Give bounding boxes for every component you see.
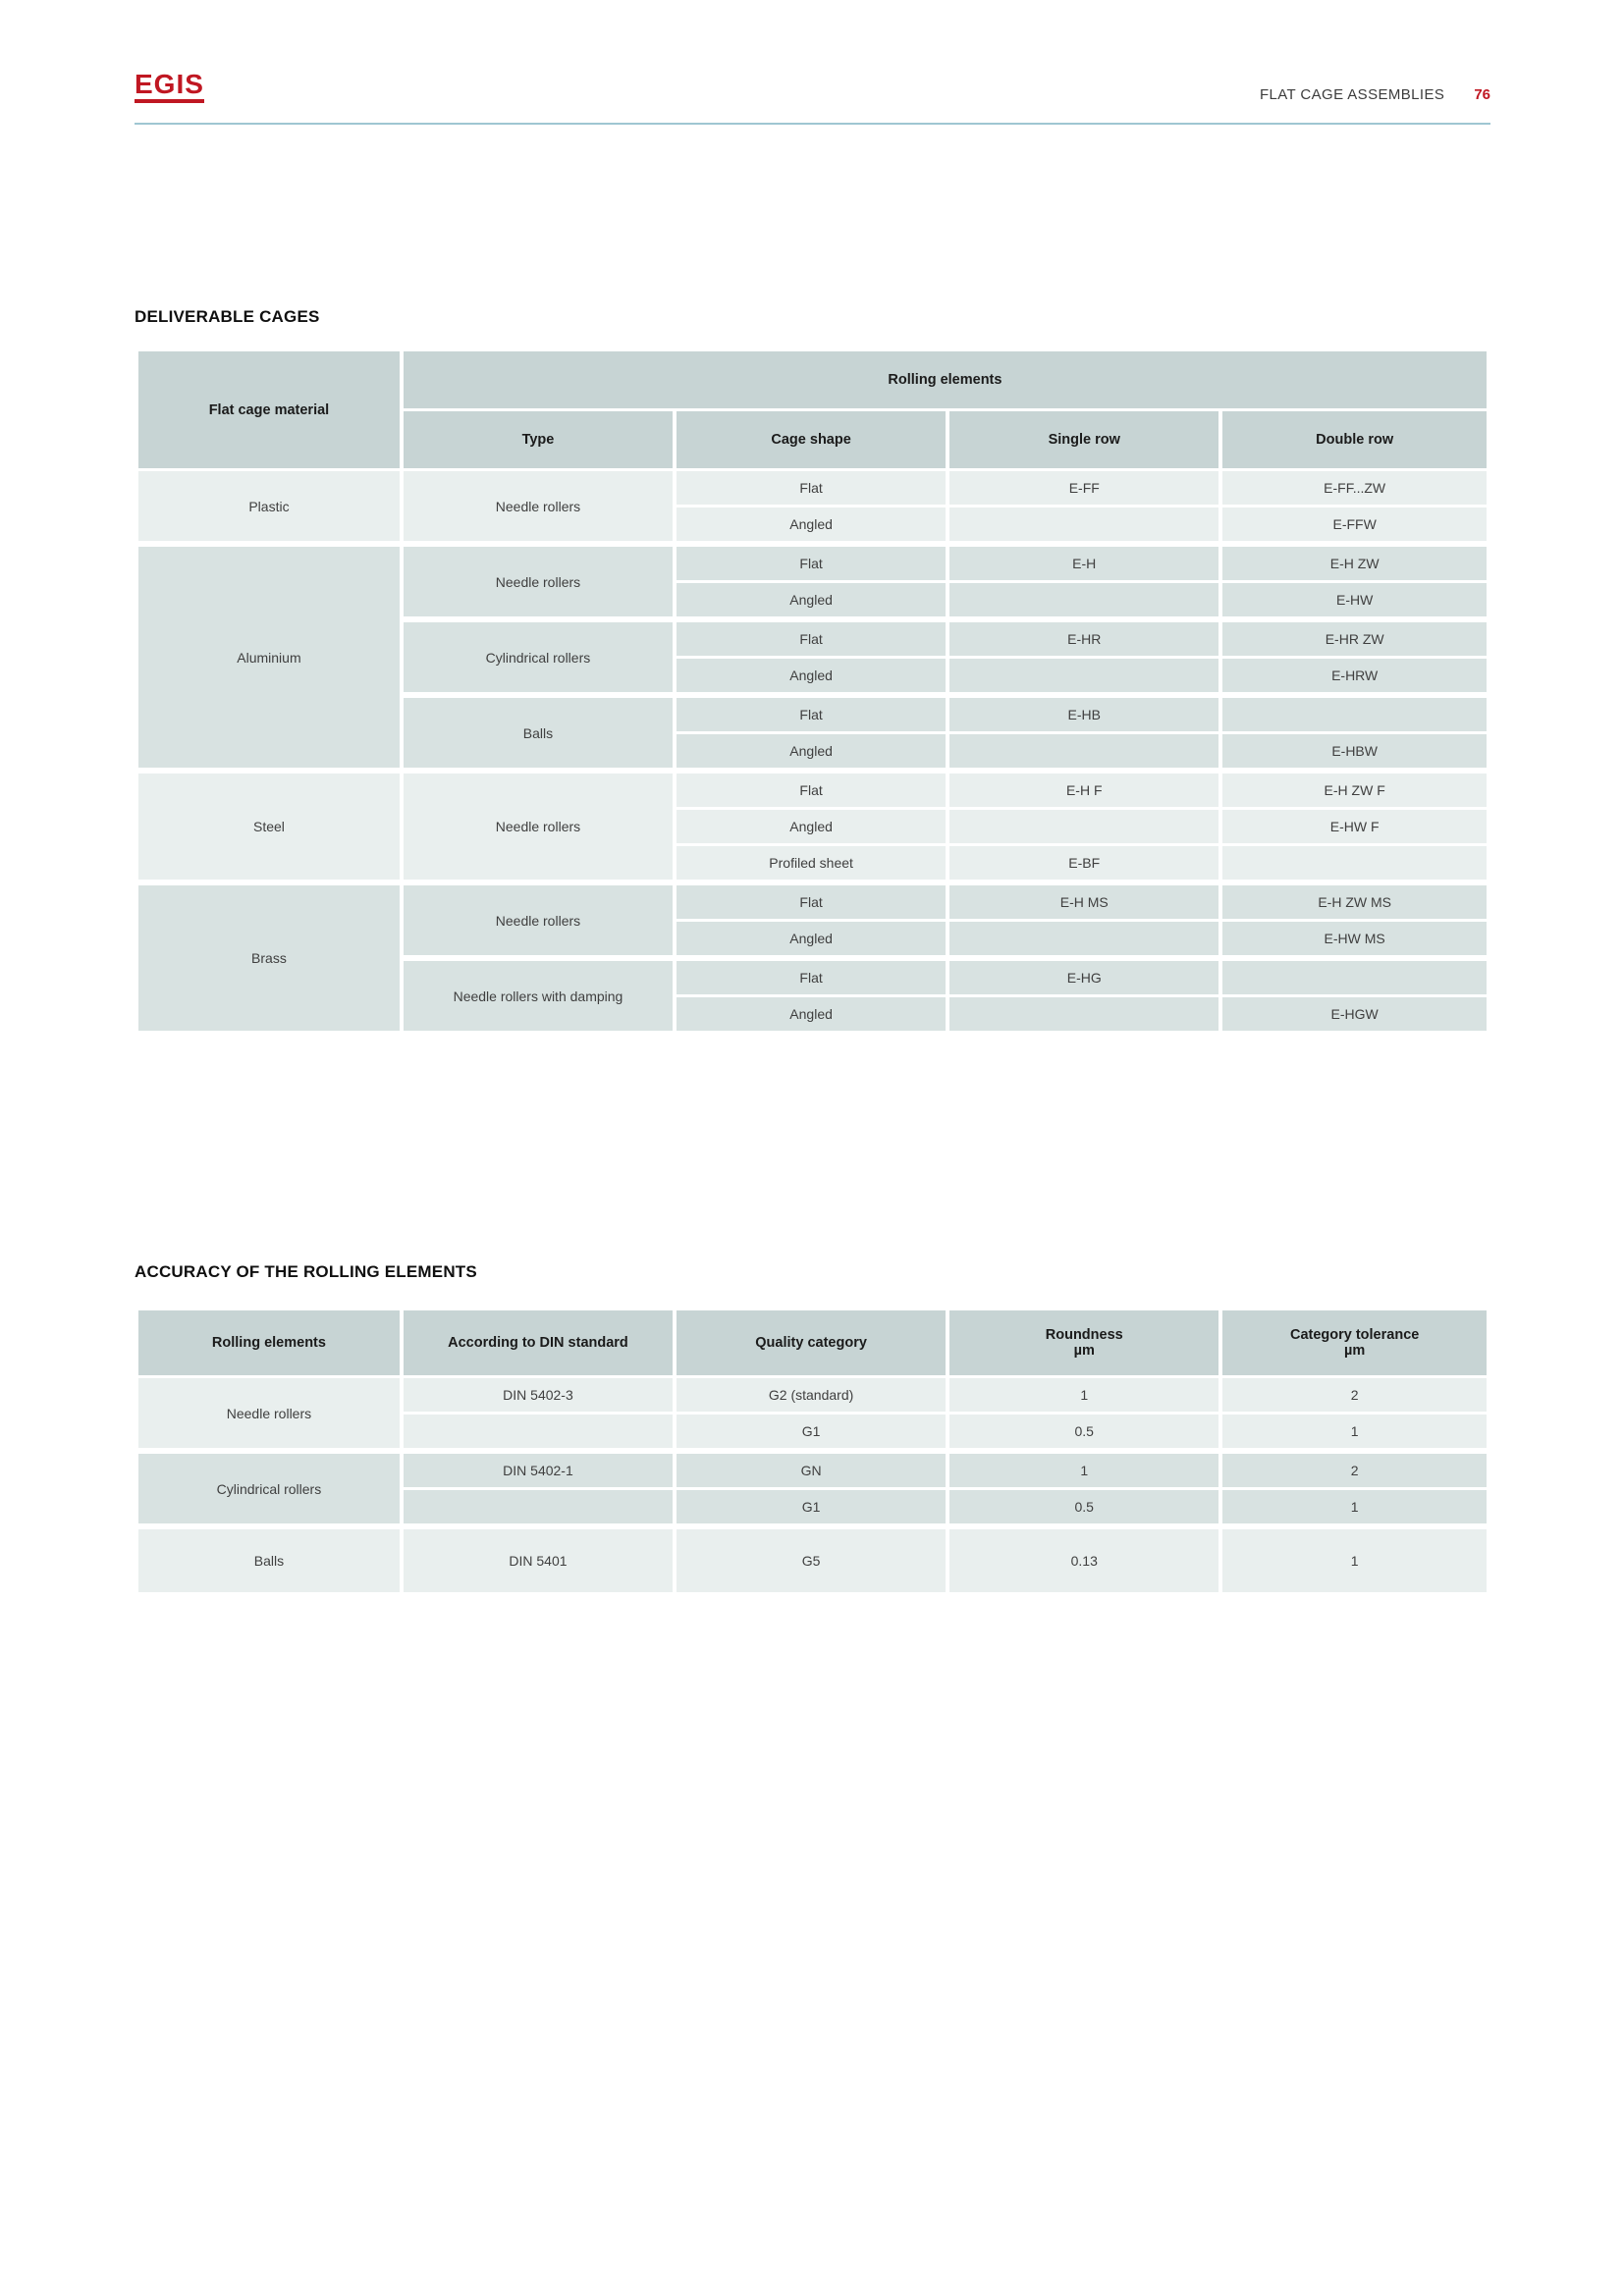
col-header-category-tolerance: [1220, 1309, 1489, 1377]
cell-double: E-HR ZW: [1220, 619, 1489, 658]
cell-roundness: 0.13: [947, 1526, 1220, 1594]
cell-double: E-HW MS: [1220, 921, 1489, 959]
cell-material: Steel: [136, 771, 402, 882]
col-header-din-standard: According to DIN standard: [402, 1309, 675, 1377]
cell-shape: Flat: [675, 619, 947, 658]
page-number: 76: [1474, 86, 1490, 103]
cell-double: E-HGW: [1220, 996, 1489, 1033]
cell-material: Plastic: [136, 470, 402, 545]
col-header-type: Type: [402, 410, 675, 470]
table-header-row: [136, 350, 1489, 410]
cell-double: E-H ZW: [1220, 544, 1489, 582]
cell-quality: G1: [675, 1489, 947, 1527]
col-header-roundness-label: Roundness: [1045, 1327, 1123, 1343]
cell-double: E-HW: [1220, 582, 1489, 620]
cell-shape: Angled: [675, 809, 947, 845]
page-content: [135, 0, 1490, 1595]
col-header-rolling-elements: Rolling elements: [402, 350, 1489, 410]
cell-single: [947, 733, 1220, 772]
cell-shape: Angled: [675, 921, 947, 959]
cell-single: [947, 658, 1220, 696]
section-title-deliverable-cages: DELIVERABLE CAGES: [135, 307, 320, 326]
table-row: [136, 544, 1489, 582]
cell-type: Needle rollers: [402, 470, 675, 545]
cell-type: Cylindrical rollers: [402, 619, 675, 695]
table-row: [136, 1526, 1489, 1594]
col-header-material: Flat cage material: [136, 350, 402, 470]
col-header-tolerance-label: Category tolerance: [1289, 1327, 1420, 1343]
cell-single: E-HR: [947, 619, 1220, 658]
cell-single: E-H: [947, 544, 1220, 582]
cell-double: E-H ZW F: [1220, 771, 1489, 809]
cell-single: [947, 809, 1220, 845]
cell-single: [947, 996, 1220, 1033]
cell-tolerance: 1: [1220, 1526, 1489, 1594]
cell-shape: Profiled sheet: [675, 845, 947, 883]
cell-roundness: 1: [947, 1377, 1220, 1414]
cell-shape: Flat: [675, 470, 947, 507]
cell-single: E-HB: [947, 695, 1220, 733]
table-row: [136, 470, 1489, 507]
cell-shape: Flat: [675, 771, 947, 809]
cell-type: Balls: [402, 695, 675, 771]
cell-type: Needle rollers: [402, 544, 675, 619]
table-row: [136, 882, 1489, 921]
cell-type: Needle rollers with damping: [402, 958, 675, 1033]
cell-elements: Cylindrical rollers: [136, 1451, 402, 1526]
cell-single: [947, 921, 1220, 959]
cell-quality: G2 (standard): [675, 1377, 947, 1414]
cell-roundness: 0.5: [947, 1489, 1220, 1527]
cell-din: [402, 1489, 675, 1527]
cell-shape: Flat: [675, 958, 947, 996]
cell-double: E-HBW: [1220, 733, 1489, 772]
header-divider: [135, 123, 1490, 125]
cell-tolerance: 1: [1220, 1489, 1489, 1527]
cell-tolerance: 2: [1220, 1377, 1489, 1414]
cell-quality: GN: [675, 1451, 947, 1489]
col-header-quality-category: Quality category: [675, 1309, 947, 1377]
cell-double: E-HW F: [1220, 809, 1489, 845]
page-header: [135, 0, 1490, 103]
col-header-roundness-unit: µm: [1073, 1343, 1095, 1359]
section-title-accuracy: ACCURACY OF THE ROLLING ELEMENTS: [135, 1262, 477, 1281]
col-header-tolerance-unit: µm: [1344, 1343, 1366, 1359]
cell-roundness: 0.5: [947, 1414, 1220, 1452]
cell-single: E-H F: [947, 771, 1220, 809]
table-row: [136, 771, 1489, 809]
cell-type: Needle rollers: [402, 882, 675, 958]
cell-elements: Balls: [136, 1526, 402, 1594]
cell-shape: Flat: [675, 695, 947, 733]
cell-tolerance: 2: [1220, 1451, 1489, 1489]
cell-double: E-HRW: [1220, 658, 1489, 696]
cell-roundness: 1: [947, 1451, 1220, 1489]
cell-din: DIN 5402-1: [402, 1451, 675, 1489]
col-header-roundness: [947, 1309, 1220, 1377]
cell-double: E-FF...ZW: [1220, 470, 1489, 507]
cell-single: E-BF: [947, 845, 1220, 883]
cell-single: [947, 507, 1220, 545]
cell-double: [1220, 845, 1489, 883]
cell-double: [1220, 958, 1489, 996]
cell-din: DIN 5401: [402, 1526, 675, 1594]
table-row: [136, 1451, 1489, 1489]
cell-single: E-H MS: [947, 882, 1220, 921]
egis-logo: EGIS: [135, 71, 204, 103]
cell-shape: Angled: [675, 733, 947, 772]
cell-quality: G1: [675, 1414, 947, 1452]
cell-shape: Angled: [675, 507, 947, 545]
cell-material: Brass: [136, 882, 402, 1033]
cell-quality: G5: [675, 1526, 947, 1594]
header-right: [1260, 86, 1490, 103]
cell-shape: Flat: [675, 544, 947, 582]
col-header-double-row: Double row: [1220, 410, 1489, 470]
table-row: [136, 1377, 1489, 1414]
cell-tolerance: 1: [1220, 1414, 1489, 1452]
cell-material: Aluminium: [136, 544, 402, 771]
cell-shape: Angled: [675, 582, 947, 620]
header-title: FLAT CAGE ASSEMBLIES: [1259, 86, 1445, 103]
cell-type: Needle rollers: [402, 771, 675, 882]
col-header-single-row: Single row: [947, 410, 1220, 470]
cell-single: E-FF: [947, 470, 1220, 507]
col-header-rolling-elements: Rolling elements: [136, 1309, 402, 1377]
cell-double: [1220, 695, 1489, 733]
cell-shape: Angled: [675, 996, 947, 1033]
accuracy-table: [135, 1308, 1490, 1595]
cell-single: [947, 582, 1220, 620]
deliverable-cages-table: [135, 348, 1490, 1034]
table-header-row: [136, 1309, 1489, 1377]
cell-din: DIN 5402-3: [402, 1377, 675, 1414]
cell-single: E-HG: [947, 958, 1220, 996]
col-header-cage-shape: Cage shape: [675, 410, 947, 470]
cell-shape: Flat: [675, 882, 947, 921]
cell-din: [402, 1414, 675, 1452]
cell-shape: Angled: [675, 658, 947, 696]
cell-double: E-H ZW MS: [1220, 882, 1489, 921]
cell-elements: Needle rollers: [136, 1377, 402, 1452]
cell-double: E-FFW: [1220, 507, 1489, 545]
